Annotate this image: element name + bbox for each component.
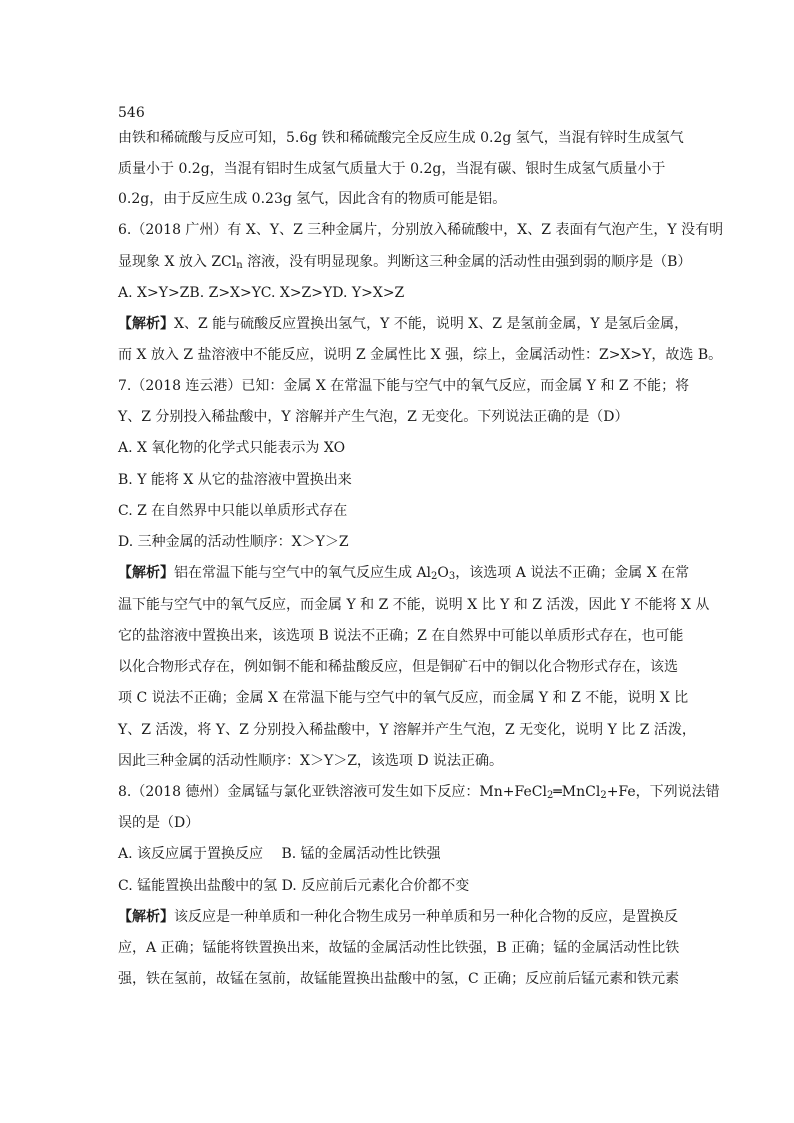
- subscript: n: [236, 260, 243, 271]
- text-segment: 该反应是一种单质和一种化合物生成另一种单质和另一种化合物的反应，是置换反: [174, 909, 678, 925]
- text-segment: D. 三种金属的活动性顺序：X＞Y＞Z: [118, 534, 349, 550]
- text-segment: 铝在常温下能与空气中的氧气反应生成 Al: [174, 565, 432, 581]
- analysis-tag: 【解析】: [118, 565, 174, 581]
- text-segment: O: [437, 565, 449, 581]
- text-segment: 误的是（D）: [118, 815, 200, 831]
- analysis-tag: 【解析】: [118, 316, 174, 332]
- text-segment: 质量小于 0.2g，当混有铝时生成氢气质量大于 0.2g，当混有碳、银时生成氢气质量小于: [118, 161, 666, 177]
- subscript: 2: [546, 790, 554, 801]
- text-line: [118, 814, 199, 832]
- text-segment: A. X>Y>ZB. Z>X>YC. X>Z>YD. Y>X>Z: [118, 285, 405, 301]
- text-line: [118, 970, 679, 988]
- text-line: [118, 346, 722, 364]
- text-segment: 因此三种金属的活动性顺序：X＞Y＞Z，该选项 D 说法正确。: [118, 753, 504, 769]
- text-line: [118, 129, 684, 147]
- text-line: [118, 502, 347, 520]
- text-line: [118, 689, 688, 707]
- subscript: 2: [431, 571, 438, 582]
- text-line: [118, 315, 688, 333]
- text-line: [118, 471, 352, 489]
- text-segment: +Fe，下列说法错: [606, 784, 720, 800]
- text-line: [118, 845, 441, 863]
- text-line: [118, 533, 349, 551]
- text-segment: C. 锰能置换出盐酸中的氢 D. 反应前后元素化合价都不变: [118, 878, 470, 894]
- text-segment: ═MnCl: [553, 784, 601, 800]
- text-line: [118, 908, 678, 926]
- page-number: 546: [118, 105, 145, 121]
- text-line: [118, 596, 709, 614]
- text-line: [118, 564, 689, 582]
- text-line: [118, 284, 404, 302]
- text-line: [118, 160, 665, 178]
- text-line: [118, 627, 683, 645]
- text-segment: 显现象 X 放入 ZCl: [118, 254, 237, 270]
- text-segment: 强，铁在氢前，故锰在氢前，故锰能置换出盐酸中的氢，C 正确；反应前后锰元素和铁元素: [118, 971, 680, 987]
- subscript: 2: [600, 790, 607, 801]
- text-segment: 6.（2018 广州）有 X、Y、Z 三种金属片，分别放入稀硫酸中，X、Z 表面有气泡产生，Y 没有明: [118, 222, 724, 238]
- text-line: [118, 377, 689, 395]
- text-line: [118, 939, 679, 957]
- text-line: [118, 721, 696, 739]
- text-segment: 由铁和稀硫酸与反应可知，5.6g 铁和稀硫酸完全反应生成 0.2g 氢气，当混有锌时生成氢气: [118, 130, 684, 146]
- text-segment: A. 该反应属于置换反应 B. 锰的金属活动性比铁强: [118, 846, 441, 862]
- text-segment: 温下能与空气中的氧气反应，而金属 Y 和 Z 不能，说明 X 比 Y 和 Z 活泼，因此 Y 不能将 X 从: [118, 597, 710, 613]
- text-line: [118, 658, 678, 676]
- text-line: [118, 439, 345, 457]
- text-line: [118, 877, 469, 895]
- text-segment: 应，A 正确；锰能将铁置换出来，故锰的金属活动性比铁强，B 正确；锰的金属活动性比铁: [118, 940, 680, 956]
- text-segment: 它的盐溶液中置换出来，该选项 B 说法不正确；Z 在自然界中可能以单质形式存在，也可能: [118, 628, 684, 644]
- text-segment: 溶液，没有明显现象。判断这三种金属的活动性由强到弱的顺序是（B）: [242, 254, 692, 270]
- text-line: [118, 752, 503, 770]
- text-segment: A. X 氧化物的化学式只能表示为 XO: [118, 440, 346, 456]
- text-segment: Y、Z 活泼，将 Y、Z 分别投入稀盐酸中，Y 溶解并产生气泡，Z 无变化，说明 Y 比 Z 活泼，: [118, 722, 696, 738]
- text-line: [118, 221, 723, 239]
- text-line: [118, 190, 506, 208]
- text-segment: X、Z 能与硫酸反应置换出氢气，Y 不能，说明 X、Z 是氢前金属，Y 是氢后金属，: [174, 316, 689, 332]
- text-segment: 0.2g，由于反应生成 0.23g 氢气，因此含有的物质可能是铝。: [118, 191, 507, 207]
- text-line: [118, 408, 629, 426]
- subscript: 3: [448, 571, 456, 582]
- text-segment: B. Y 能将 X 从它的盐溶液中置换出来: [118, 472, 352, 488]
- text-segment: Y、Z 分别投入稀盐酸中，Y 溶解并产生气泡，Z 无变化。下列说法正确的是（D）: [118, 409, 629, 425]
- analysis-tag: 【解析】: [118, 909, 174, 925]
- text-segment: 项 C 说法不正确；金属 X 在常温下能与空气中的氧气反应，而金属 Y 和 Z 不能，说明 X 比: [118, 690, 689, 706]
- text-line: [118, 253, 691, 271]
- text-segment: 而 X 放入 Z 盐溶液中不能反应，说明 Z 金属性比 X 强，综上，金属活动性：Z>X>Y，故选 B。: [118, 347, 723, 363]
- text-segment: 8.（2018 德州）金属锰与氯化亚铁溶液可发生如下反应：Mn+FeCl: [118, 784, 547, 800]
- text-segment: C. Z 在自然界中只能以单质形式存在: [118, 503, 348, 519]
- text-segment: 7.（2018 连云港）已知：金属 X 在常温下能与空气中的氧气反应，而金属 Y 和 Z 不能；将: [118, 378, 690, 394]
- text-segment: 以化合物形式存在，例如铜不能和稀盐酸反应，但是铜矿石中的铜以化合物形式存在，该选: [118, 659, 678, 675]
- text-segment: ，该选项 A 说法不正确；金属 X 在常: [455, 565, 690, 581]
- text-line: [118, 783, 720, 801]
